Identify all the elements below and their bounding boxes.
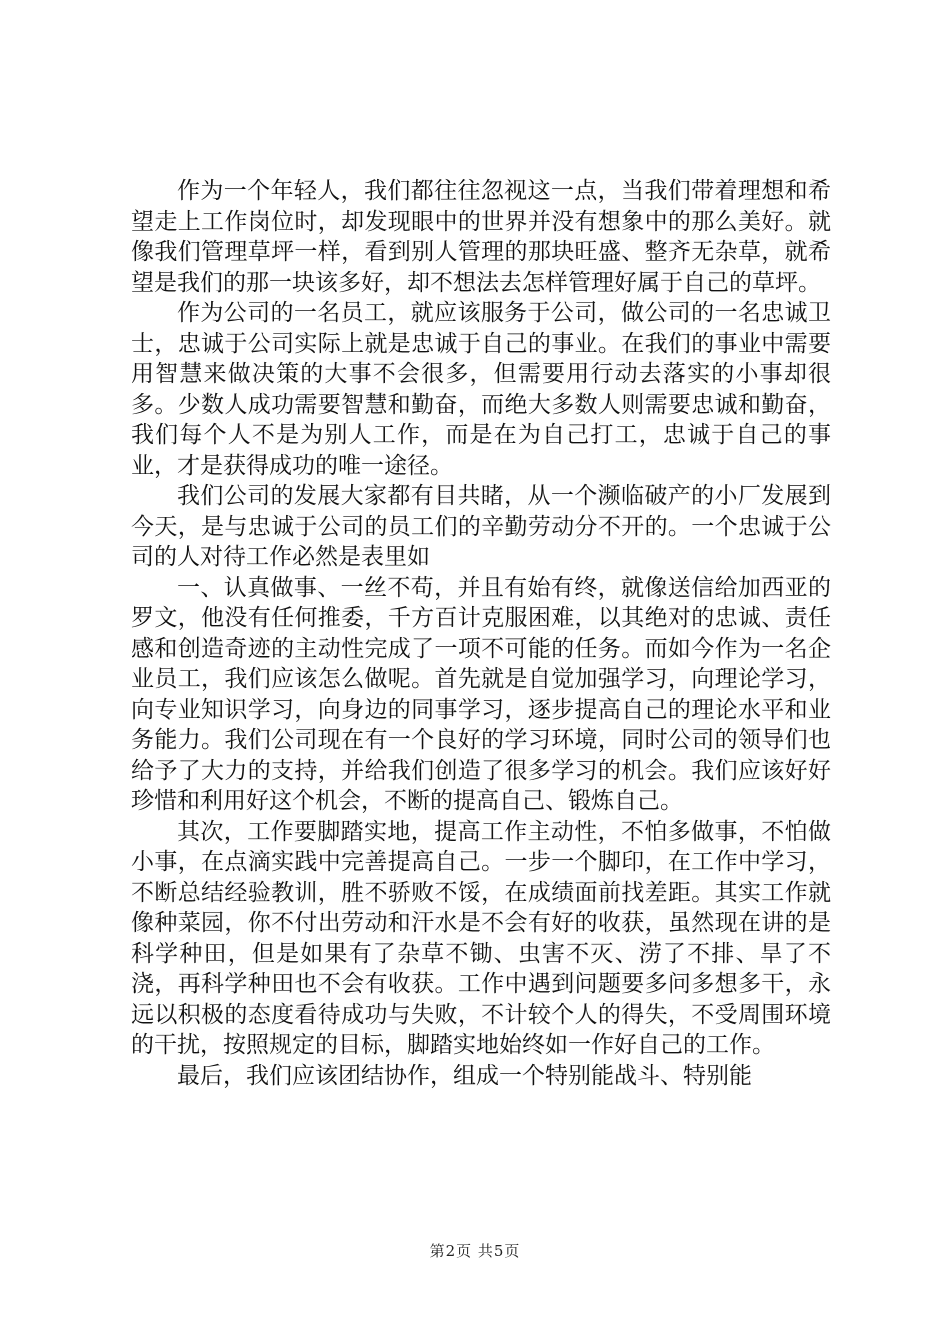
paragraph-5: 其次，工作要脚踏实地，提高工作主动性，不怕多做事，不怕做小事，在点滴实践中完善提高自己。一步一个脚印，在工作中学习，不断总结经验教训，胜不骄败不馁，在成绩面前找差距。其实工作就像种菜园，你不付出劳动和汗水是不会有好的收获，虽然现在讲的是科学种田，但是如果有了杂草不锄、虫害不灭、涝了不排、旱了不浇，再科学种田也不会有收获。工作中遇到问题要多问多想多干，永远以积极的态度看待成功与失败，不计较个人的得失，不受周围环境的干扰，按照规定的目标，脚踏实地始终如一作好自己的工作。 — [131, 818, 831, 1058]
paragraph-4: 一、认真做事、一丝不苟，并且有始有终，就像送信给加西亚的罗文，他没有任何推委，千方百计克服困难，以其绝对的忠诚、责任感和创造奇迹的主动性完成了一项不可能的任务。而如今作为一名企业员工，我们应该怎么做呢。首先就是自觉加强学习，向理论学习，向专业知识学习，向身边的同事学习，逐步提高自己的理论水平和业务能力。我们公司现在有一个良好的学习环境，同时公司的领导们也给予了大力的支持，并给我们创造了很多学习的机会。我们应该好好珍惜和利用好这个机会，不断的提高自己、锻炼自己。 — [131, 574, 831, 814]
paragraph-6: 最后，我们应该团结协作，组成一个特别能战斗、特别能 — [177, 1062, 752, 1089]
body-text — [131, 176, 831, 1091]
paragraph-2: 作为公司的一名员工，就应该服务于公司，做公司的一名忠诚卫士，忠诚于公司实际上就是忠诚于自己的事业。在我们的事业中需要用智慧来做决策的大事不会很多，但需要用行动去落实的小事却很多。少数人成功需要智慧和勤奋，而绝大多数人则需要忠诚和勤奋，我们每个人不是为别人工作，而是在为自己打工，忠诚于自己的事业，才是获得成功的唯一途径。 — [131, 300, 831, 479]
paragraph-3: 我们公司的发展大家都有目共睹，从一个濒临破产的小厂发展到今天，是与忠诚于公司的员工们的辛勤劳动分不开的。一个忠诚于公司的人对待工作必然是表里如 — [131, 483, 831, 570]
paragraph-1: 作为一个年轻人，我们都往往忽视这一点，当我们带着理想和希望走上工作岗位时，却发现眼中的世界并没有想象中的那么美好。就像我们管理草坪一样，看到别人管理的那块旺盛、整齐无杂草，就希望是我们的那一块该多好，却不想法去怎样管理好属于自己的草坪。 — [131, 178, 831, 296]
page-number-footer: 第2页 共5页 — [429, 1242, 521, 1260]
